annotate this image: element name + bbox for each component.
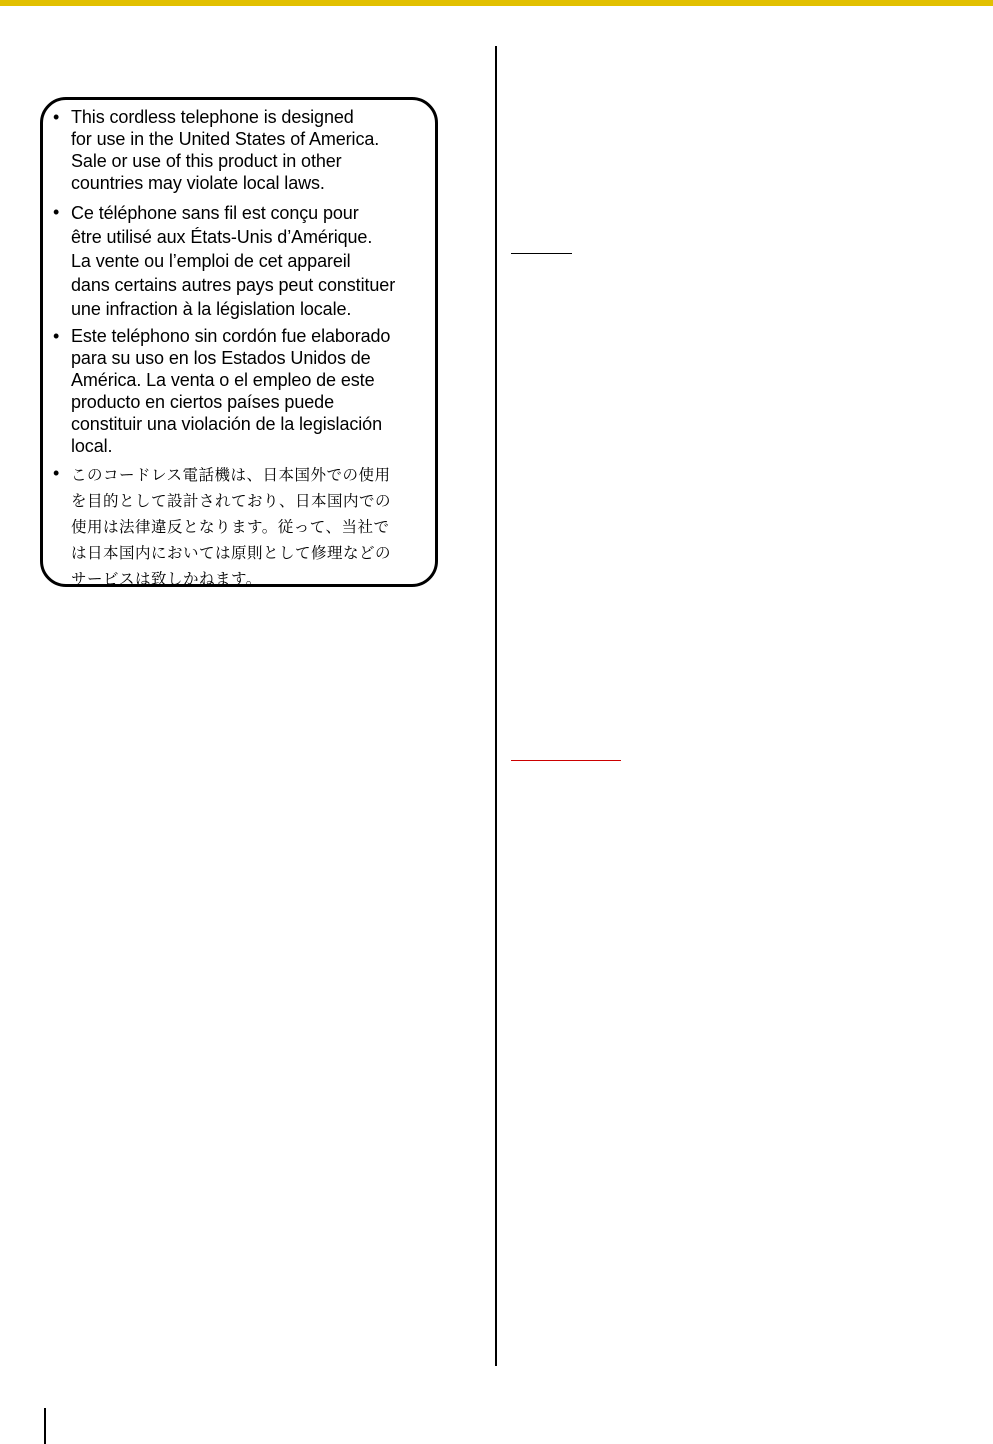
notice-text-french: Ce téléphone sans fil est conçu pour être utilisé aux États-Unis d’Amérique. La vente ou l’emploi de cet appareil dans certains autres pays peut constituer une infraction à la législation locale.: [71, 203, 396, 319]
page-corner-mark: [44, 1408, 46, 1444]
bullet-icon: •: [53, 326, 60, 346]
notice-text-english: This cordless telephone is designed for use in the United States of America. Sale or use of this product in other countries may violate local laws.: [71, 107, 380, 193]
short-black-rule: [511, 253, 572, 254]
bullet-icon: •: [53, 107, 60, 127]
bullet-icon: •: [53, 202, 60, 222]
column-divider: [495, 46, 497, 1366]
short-red-rule: [511, 760, 621, 761]
bullet-icon: •: [53, 463, 60, 483]
regional-use-notice-box: [40, 97, 438, 587]
notice-text-spanish: Este teléphono sin cordón fue elaborado para su uso en los Estados Unidos de América. La venta o el empleo de este producto en ciertos países puede constituir una violación de la legislación local.: [71, 326, 391, 456]
top-accent-bar: [0, 0, 993, 6]
notice-text-japanese: このコードレス電話機は、日本国外での使用 を目的として設計されており、日本国内での 使用は法律違反となります。従って、当社で は日本国内においては原則として修理などの サービスは致しかねます。: [71, 466, 392, 588]
